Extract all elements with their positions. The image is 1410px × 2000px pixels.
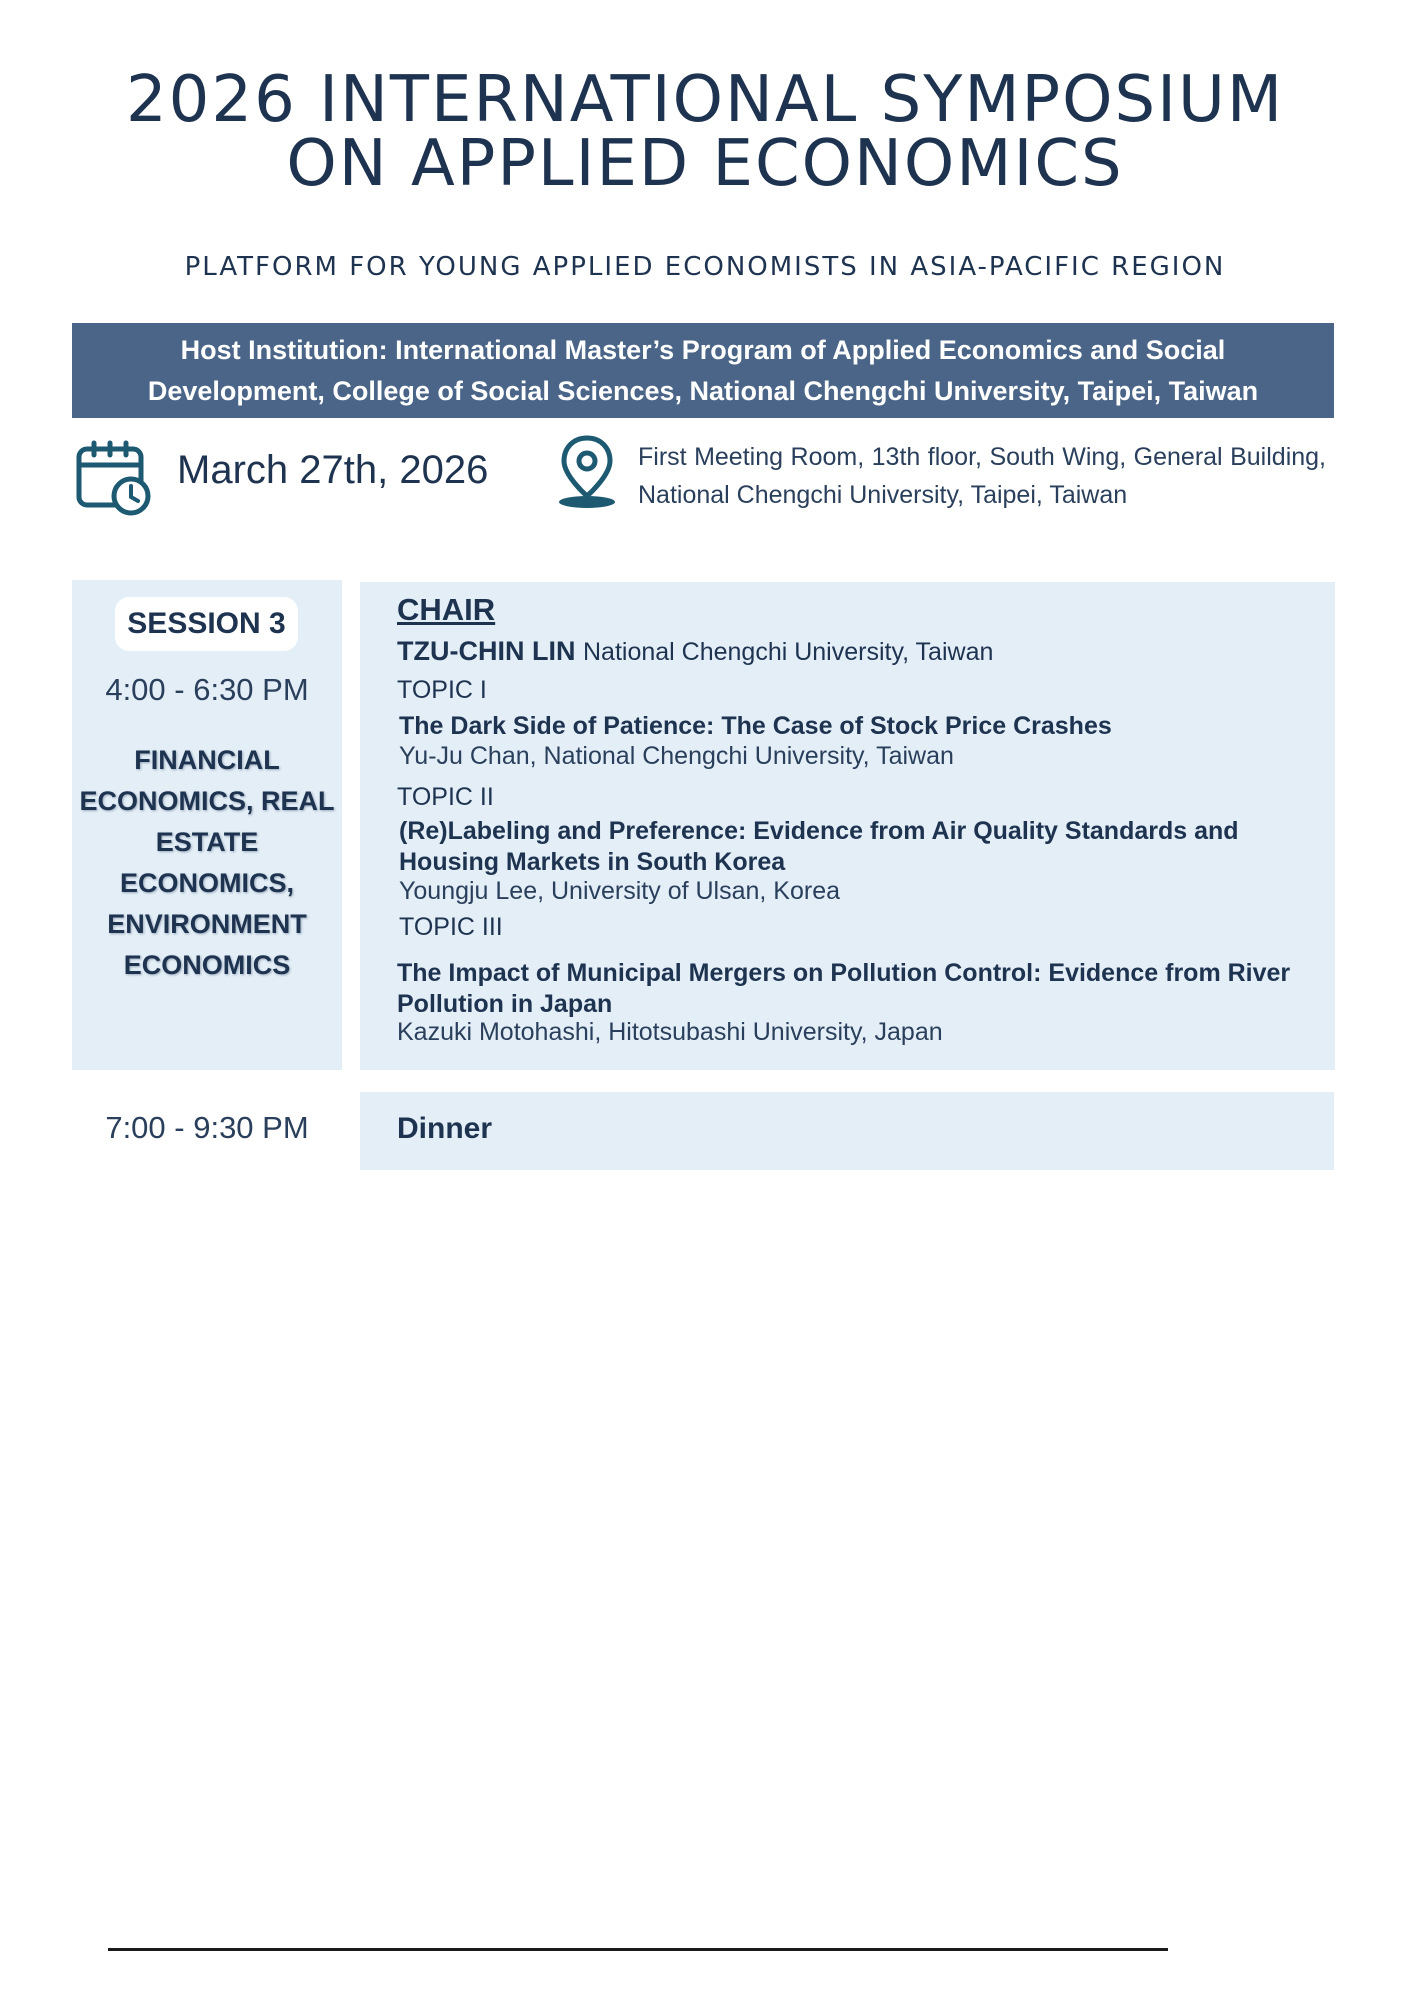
session-theme: FINANCIAL ECONOMICS, REAL ESTATE ECONOMICS, ENVIRONMENT ECONOMICS: [79, 745, 335, 980]
event-date: March 27th, 2026: [177, 448, 489, 492]
topic-2-label: TOPIC II: [397, 783, 494, 811]
map-pin-icon: [556, 434, 618, 510]
host-line-2: Development, College of Social Sciences, National Chengchi University, Taipei, Taiwan: [147, 376, 1259, 406]
dinner-time: 7:00 - 9:30 PM: [105, 1110, 309, 1145]
chair-name: TZU-CHIN LIN: [397, 636, 576, 666]
page-title: [0, 63, 1410, 201]
topic-1-author: Yu-Ju Chan, National Chengchi University, Taiwan: [399, 742, 954, 770]
topic-2-author: Youngju Lee, University of Ulsan, Korea: [399, 877, 841, 905]
chair-affiliation: National Chengchi University, Taiwan: [582, 638, 994, 666]
host-line-1: Host Institution: International Master’s Program of Applied Economics and Social: [180, 335, 1226, 365]
session-badge: SESSION 3: [115, 597, 298, 651]
title-line-1: 2026 INTERNATIONAL SYMPOSIUM: [125, 63, 1285, 137]
topic-3-title: The Impact of Municipal Mergers on Pollution Control: Evidence from River Pollution in Japan: [397, 959, 1291, 1018]
topic-1-title: The Dark Side of Patience: The Case of Stock Price Crashes: [399, 712, 1112, 740]
title-line-2: ON APPLIED ECONOMICS: [286, 127, 1124, 201]
calendar-clock-icon: [76, 440, 152, 516]
topic-3-author: Kazuki Motohashi, Hitotsubashi University, Japan: [397, 1018, 943, 1046]
dinner-label: Dinner: [397, 1112, 493, 1145]
session-time: 4:00 - 6:30 PM: [105, 672, 309, 707]
topic-1-label: TOPIC I: [397, 676, 487, 704]
event-venue: First Meeting Room, 13th floor, South Wing, General Building, National Chengchi University, Taipei, Taiwan: [638, 443, 1326, 509]
chair-heading: CHAIR: [397, 592, 496, 627]
dinner-panel: [360, 1092, 1334, 1170]
topic-3-label: TOPIC III: [399, 913, 503, 941]
host-institution-banner: [72, 323, 1334, 418]
chair-line: [397, 636, 993, 667]
footer-divider: [108, 1948, 1168, 1951]
page-subtitle: PLATFORM FOR YOUNG APPLIED ECONOMISTS IN ASIA-PACIFIC REGION: [184, 252, 1226, 282]
topic-2-title: (Re)Labeling and Preference: Evidence from Air Quality Standards and Housing Markets in South Korea: [399, 817, 1239, 876]
